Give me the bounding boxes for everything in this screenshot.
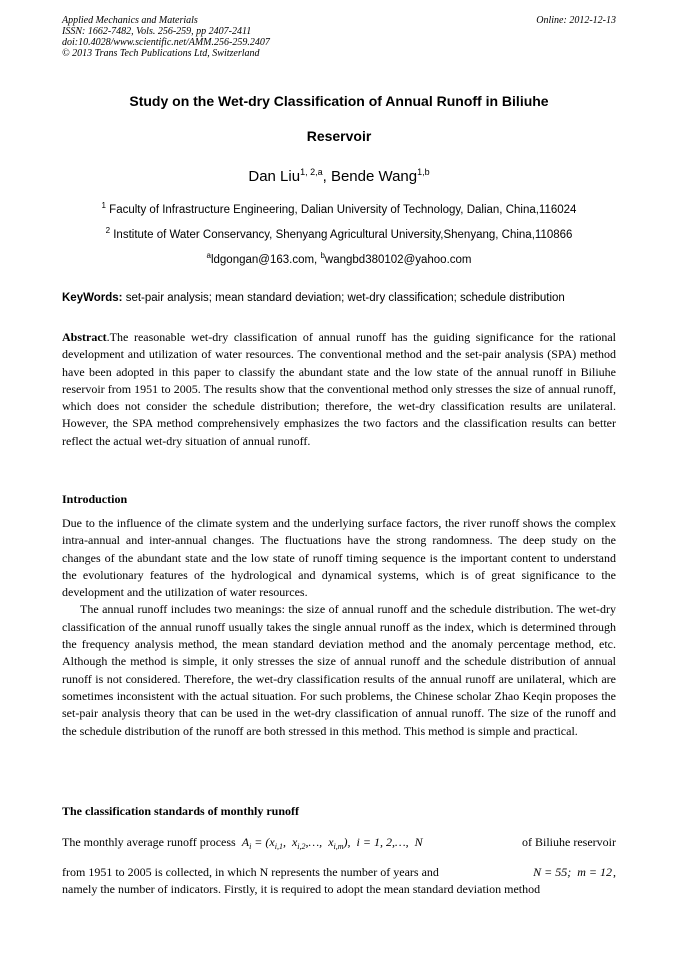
doi-line: doi:10.4028/www.scientific.net/AMM.256-259.2407 [62, 37, 270, 48]
online-date: Online: 2012-12-13 [536, 15, 616, 26]
runoff-process-equation: $A_i = (x_{i,1}$, $x_{i,2},\dots$, $x_{i,m}$), i = 1, 2,…, N [241, 835, 423, 851]
author-list [62, 168, 616, 186]
abstract-label: Abstract [62, 330, 107, 344]
classification-line-1-end: of Biliuhe reservoir [522, 835, 616, 849]
author-1: Dan Liu [248, 168, 301, 185]
keywords-label: KeyWords: [62, 292, 123, 304]
issn-line: ISSN: 1662-7482, Vols. 256-259, pp 2407-2411 [62, 26, 252, 37]
introduction-paragraph-2: The annual runoff includes two meanings: the size of annual runoff and the schedule distribution. The wet-dry classification of the annual runoff usually takes the single annual runoff as the index, which is determined through the frequency analysis method, the mean standard deviation method and the anomaly percentage method, etc. Although the method is simple, it only stresses the size of annual runoff and the schedule distribution of annual runoff is not considered. Therefore, the wet-dry classification results of the annual runoff are unilateral, which are sometimes inconsistent with the actual situation. For such problems, the Chinese scholar Zhao Keqin proposes the set-pair analysis theory that can be used in the wet-dry classification of annual runoff. The size of the runoff and the schedule distribution of the runoff are both stressed in this method. This method is simple and practical. [62, 602, 616, 738]
author-2-affil-marker: 1,b [417, 167, 430, 177]
paper-title-line-2: Reservoir [306, 128, 372, 144]
introduction-heading: Introduction [62, 492, 128, 506]
email-b-marker: b [320, 251, 325, 260]
introduction-paragraph-1: Due to the influence of the climate system and the underlying surface factors, the river runoff shows the complex intra-annual and inter-annual changes. The fluctuations have the strong randomness. The deep study on the changes of the abundant state and the low state of runoff timing sequence is the important content to understand the evolutionary features of the hydrological and dynamical systems, which is of great significance to the development and the utilization of water resources. [62, 516, 616, 600]
affiliation-1-number: 1 [101, 201, 106, 210]
classification-line-1-start: The monthly average runoff process [62, 835, 236, 849]
author-1-affil-marker: 1, 2,a [300, 167, 323, 177]
affiliation-2 [62, 228, 616, 242]
author-emails [62, 253, 616, 267]
author-separator: , [322, 168, 331, 185]
classification-heading: The classification standards of monthly runoff [62, 804, 300, 818]
keywords-text: set-pair analysis; mean standard deviation; wet-dry classification; schedule distribution [122, 292, 565, 304]
affiliation-2-number: 2 [105, 226, 111, 235]
count-equation: N = 55; m = 12 [533, 865, 612, 879]
classification-line-2 [62, 864, 616, 880]
affiliation-1 [62, 203, 616, 217]
abstract-text: .The reasonable wet-dry classification of annual runoff has the guiding significance for the rational development and utilization of water resources. The conventional method and the set-pair analysis (SPA) method have been adopted in this paper to classify the abundant state and the low state of the annual runoff in Biliuhe reservoir from 1951 to 2005. The results show that the conventional method only stresses the size of annual runoff, which does not consider the schedule distribution; therefore, the wet-dry classification results are unilateral. However, the SPA method comprehensively emphasizes the two factors and the classification results can better reflect the actual wet-dry situation of annual runoff. [62, 330, 616, 448]
journal-name: Applied Mechanics and Materials [62, 15, 198, 26]
journal-header [62, 15, 616, 59]
email-a-marker: a [206, 251, 211, 260]
keywords [62, 291, 616, 305]
paper-title-line-1: Study on the Wet-dry Classification of Annual Runoff in Biliuhe [129, 93, 549, 109]
email-b: wangbd380102@yahoo.com [324, 254, 472, 266]
classification-line-1 [62, 834, 616, 850]
copyright-line: © 2013 Trans Tech Publications Ltd, Switzerland [62, 48, 260, 59]
affiliation-1-text: Faculty of Infrastructure Engineering, Dalian University of Technology, Dalian, China,116024 [109, 204, 577, 216]
introduction-body [62, 515, 616, 740]
classification-line-2-end: , [613, 865, 616, 879]
email-a: ldgongan@163.com, [210, 254, 321, 266]
classification-line-3: namely the number of indicators. Firstly, it is required to adopt the mean standard deviation method [62, 882, 541, 896]
affiliation-2-text: Institute of Water Conservancy, Shenyang Agricultural University,Shenyang, China,110866 [113, 229, 573, 241]
classification-line-2-start: from 1951 to 2005 is collected, in which N represents the number of years and [62, 865, 439, 879]
abstract [62, 329, 616, 450]
author-2: Bende Wang [330, 168, 418, 185]
